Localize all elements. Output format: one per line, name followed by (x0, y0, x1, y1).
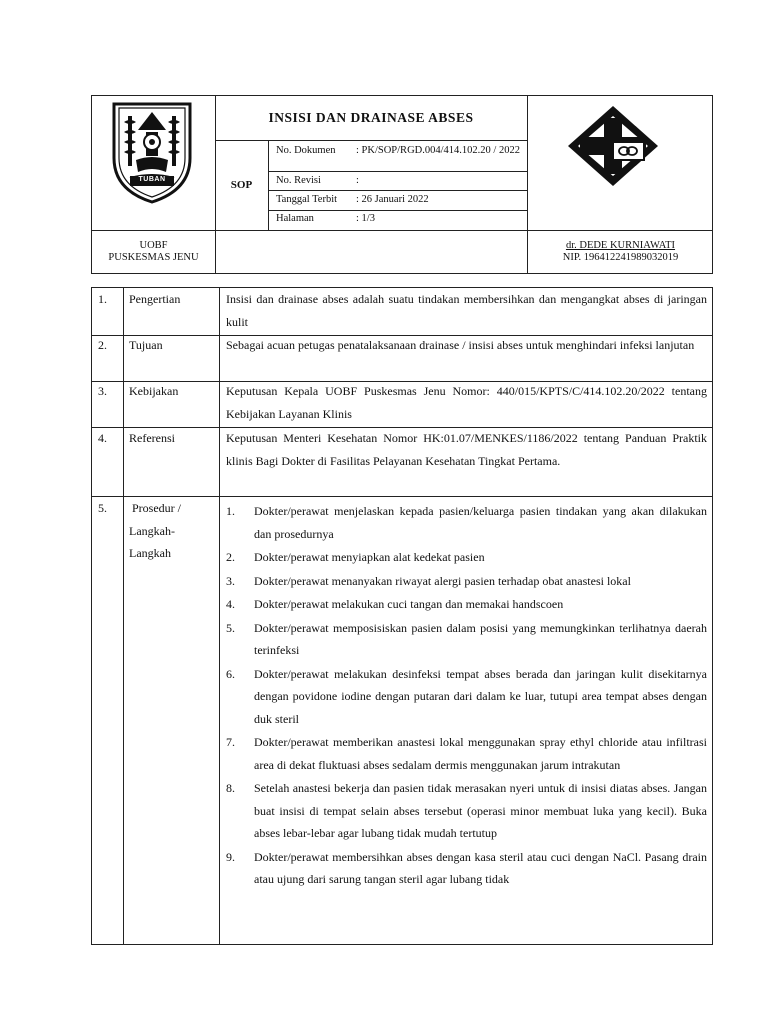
meta-revision (270, 174, 527, 188)
meta-issue-date (270, 193, 527, 207)
step-number: 3. (226, 573, 235, 588)
signatory-nip: NIP. 196412241989032019 (562, 252, 679, 263)
row-label-prosedur (129, 497, 181, 565)
list-item (226, 593, 707, 616)
table-divider (123, 288, 124, 944)
row-number: 5. (98, 501, 107, 515)
row-label-referensi: Referensi (129, 431, 175, 445)
header-divider (268, 140, 269, 230)
org-line: UOBF (139, 240, 168, 251)
list-item (226, 570, 707, 593)
step-number: 6. (226, 666, 235, 681)
list-item (226, 731, 707, 776)
label-line: Langkah- (129, 523, 175, 538)
meta-value: : (356, 175, 359, 186)
row-label-tujuan: Tujuan (129, 338, 163, 352)
step-text: Dokter/perawat menyiapkan alat kedekat pasien (254, 550, 485, 564)
header-divider (268, 171, 527, 172)
meta-label: Tanggal Terbit (276, 194, 338, 205)
org-line: PUSKESMAS JENU (108, 252, 199, 263)
document-header (91, 95, 713, 274)
list-item (226, 663, 707, 731)
document-title: INSISI DAN DRAINASE ABSES (268, 110, 474, 125)
step-number: 7. (226, 735, 235, 749)
row-number: 4. (98, 431, 107, 445)
puskesmas-logo (566, 104, 660, 188)
step-number: 5. (226, 620, 235, 635)
list-item (226, 617, 707, 662)
row-number: 2. (98, 338, 107, 352)
row-text-pengertian: Insisi dan drainase abses adalah suatu tindakan membersihkan dan mengangkat abses di jaringan kulit (226, 292, 707, 329)
header-divider (268, 210, 527, 211)
step-number: 1. (226, 504, 235, 518)
header-divider (268, 190, 527, 191)
signatory-name: dr. DEDE KURNIAWATI (565, 240, 676, 251)
meta-document-number (270, 144, 527, 170)
list-item (226, 846, 707, 891)
meta-value: : PK/SOP/RGD.004/414.102.20 / 2022 (356, 145, 520, 156)
list-item (226, 777, 707, 845)
row-label-kebijakan: Kebijakan (129, 384, 179, 398)
procedure-table (91, 287, 713, 945)
step-number: 9. (226, 849, 235, 864)
row-text-kebijakan: Keputusan Kepala UOBF Puskesmas Jenu Nomor: 440/015/KPTS/C/414.102.20/2022 tentang Kebijakan Layanan Klinis (226, 384, 707, 421)
table-divider (219, 288, 220, 944)
list-item (226, 546, 707, 569)
label-line: Prosedur / (132, 501, 181, 515)
step-number: 8. (226, 781, 235, 795)
meta-value: : 1/3 (356, 213, 375, 224)
step-text: Dokter/perawat membersihkan abses dengan kasa steril atau cuci dengan NaCl. Pasang drain atau ujung dari sarung tangan steril agar lubang tidak (254, 849, 707, 886)
meta-label: Halaman (276, 213, 314, 224)
label-line: Langkah (129, 546, 171, 560)
signatory-block (528, 230, 713, 274)
emblem-lettering: TUBAN (138, 176, 166, 183)
row-text-referensi: Keputusan Menteri Kesehatan Nomor HK:01.07/MENKES/1186/2022 tentang Panduan Praktik klinis Bagi Dokter di Fasilitas Pelayanan Kesehatan Tingkat Pertama. (226, 431, 707, 468)
step-text: Dokter/perawat memberikan anastesi lokal menggunakan spray ethyl chloride atau infiltrasi area di dekat fluktuasi abses sedalam dermis menggunakan jarum intrakutan (254, 735, 707, 772)
step-text: Setelah anastesi bekerja dan pasien tidak merasakan nyeri untuk di insisi diatas abses. Jangan buat insisi di tempat selain abses tersebut (operasi minor membuat luka yang kecil). Buka abses lebar-lebar agar lubang tidak mudah tertutup (254, 781, 707, 840)
procedure-steps-list (226, 500, 707, 892)
table-divider (92, 496, 712, 497)
step-number: 4. (226, 597, 235, 611)
meta-page (270, 212, 527, 226)
row-text-tujuan: Sebagai acuan petugas penatalaksanaan drainase / insisi abses untuk menghindari infeksi lanjutan (226, 338, 695, 352)
sop-label: SOP (230, 179, 253, 191)
organization-name (92, 230, 215, 274)
step-text: Dokter/perawat memposisiskan pasien dalam posisi yang memungkinkan terlihatnya daerah terinfeksi (254, 620, 707, 657)
meta-value: : 26 Januari 2022 (356, 194, 429, 205)
row-label-pengertian: Pengertian (129, 292, 181, 306)
meta-label: No. Revisi (276, 175, 321, 186)
step-text: Dokter/perawat melakukan cuci tangan dan memakai handscoen (254, 597, 564, 611)
regional-emblem-logo (106, 98, 198, 206)
step-text: Dokter/perawat melakukan desinfeksi tempat abses berada dan jaringan kulit disekitarnya dengan povidone iodine dengan putaran dari dalam ke luar, tutupi area tempat abses dengan duk steril (254, 666, 707, 726)
row-number: 1. (98, 292, 107, 306)
list-item (226, 500, 707, 545)
meta-label: No. Dokumen (276, 145, 336, 156)
row-number: 3. (98, 384, 107, 398)
step-number: 2. (226, 550, 235, 564)
step-text: Dokter/perawat menjelaskan kepada pasien/keluarga pasien tindakan yang akan dilakukan dan prosedurnya (254, 504, 707, 541)
step-text: Dokter/perawat menanyakan riwayat alergi pasien terhadap obat anastesi lokal (254, 573, 631, 588)
